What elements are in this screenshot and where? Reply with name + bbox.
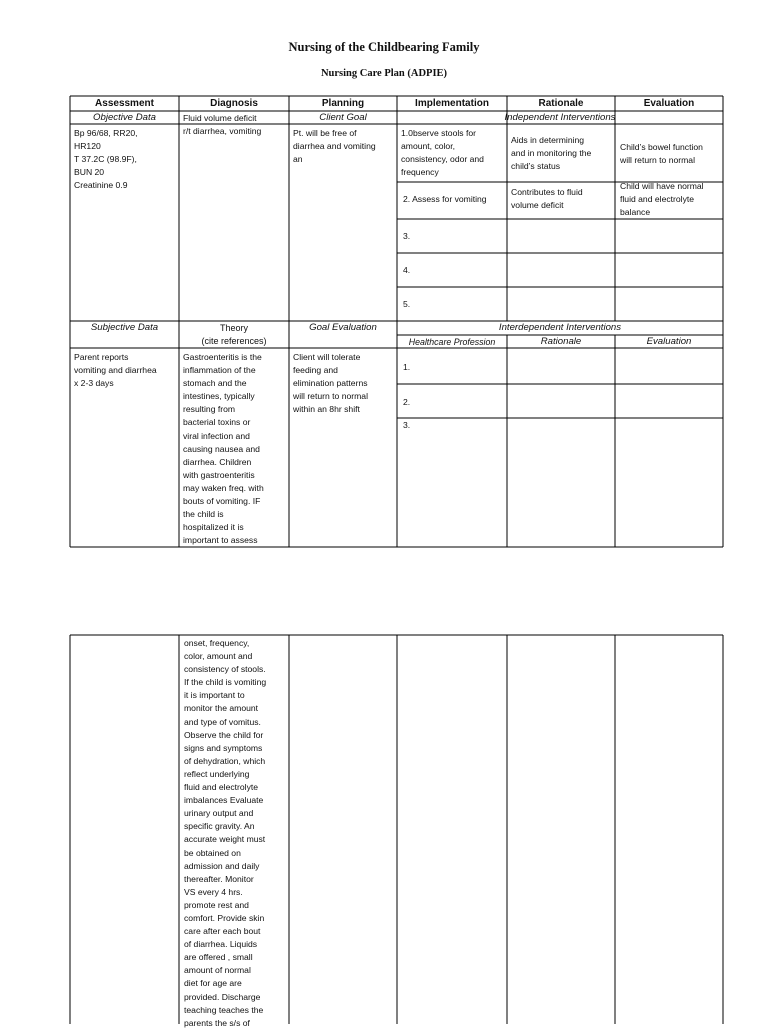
header-evaluation: Evaluation [643, 98, 695, 109]
header-implementation: Implementation [415, 98, 489, 109]
interdependent-item-1: 1. [403, 362, 411, 372]
independent-evaluation-1: Child’s bowel function will return to normal [620, 142, 703, 166]
subjective-data-text: Parent reports vomiting and diarrhea x 2-3 days [74, 352, 157, 389]
document-subtitle: Nursing Care Plan (ADPIE) [320, 68, 448, 79]
independent-impl-2: 2. Assess for vomiting [403, 194, 487, 204]
cite-references-label: (cite references) [201, 336, 267, 346]
interdependent-evaluation-label: Evaluation [646, 336, 692, 347]
interdependent-item-2: 2. [403, 397, 411, 407]
objective-data-text: Bp 96/68, RR20, HR120 T 37.2C (98.9F), BUN 20 Creatinine 0.9 [74, 128, 138, 191]
header-planning: Planning [321, 98, 365, 109]
interdependent-rationale-label: Rationale [540, 336, 582, 347]
independent-impl-5: 5. [403, 299, 411, 309]
independent-rationale-1: Aids in determining and in monitoring the child’s status [511, 135, 592, 172]
header-assessment: Assessment [95, 98, 154, 109]
independent-rationale-2: Contributes to fluid volume deficit [511, 187, 583, 211]
theory-label: Theory [219, 323, 248, 333]
header-rationale: Rationale [538, 98, 584, 109]
independent-interventions-label: Independent Interventions [504, 112, 616, 123]
subjective-data-label: Subjective Data [90, 322, 159, 333]
independent-impl-1: 1.0bserve stools for amount, color, consistency, odor and frequency [401, 128, 484, 178]
header-diagnosis: Diagnosis [210, 98, 258, 109]
healthcare-profession-label: Healthcare Profession [408, 337, 496, 347]
interdependent-item-3: 3. [403, 420, 411, 430]
goal-evaluation-label: Goal Evaluation [309, 322, 377, 333]
independent-impl-3: 3. [403, 231, 411, 241]
theory-continuation-text: onset, frequency, color, amount and consistency of stools. If the child is vomiting it is important to monitor the amount and type of vomitus. Observe the child for signs and symptoms of dehydration, which reflect underlying fluid and electrolyte imbalances Evaluate urinary output and specific gravity. An accurate weight must be obtained on admission and daily thereafter. Monitor VS every 4 hrs. promote rest and comfort. Provide skin care after each bout of diarrhea. Liquids are offered , small amount of normal diet for age are provided. Discharge teaching teaches the parents the s/s of [184, 638, 267, 1028]
diagnosis-text: Fluid volume deficit r/t diarrhea, vomiting [183, 113, 262, 137]
theory-text: Gastroenteritis is the inflammation of the stomach and the intestines, typically resulting from bacterial toxins or viral infection and causing nausea and diarrhea. Children with gastroenteritis may waken freq. with bouts of vomiting. IF the child is hospitalized it is important to assess [183, 352, 264, 546]
document-title: Nursing of the Childbearing Family [288, 40, 480, 54]
independent-evaluation-2: Child will have normal fluid and electrolyte balance [620, 181, 704, 218]
interdependent-interventions-label: Interdependent Interventions [498, 322, 622, 333]
objective-data-label: Objective Data [93, 112, 156, 123]
client-goal-text: Pt. will be free of diarrhea and vomiting an [293, 128, 376, 165]
goal-evaluation-text: Client will tolerate feeding and elimination patterns will return to normal within an 8hr shift [293, 352, 368, 415]
client-goal-label: Client Goal [319, 112, 367, 123]
independent-impl-4: 4. [403, 265, 411, 275]
